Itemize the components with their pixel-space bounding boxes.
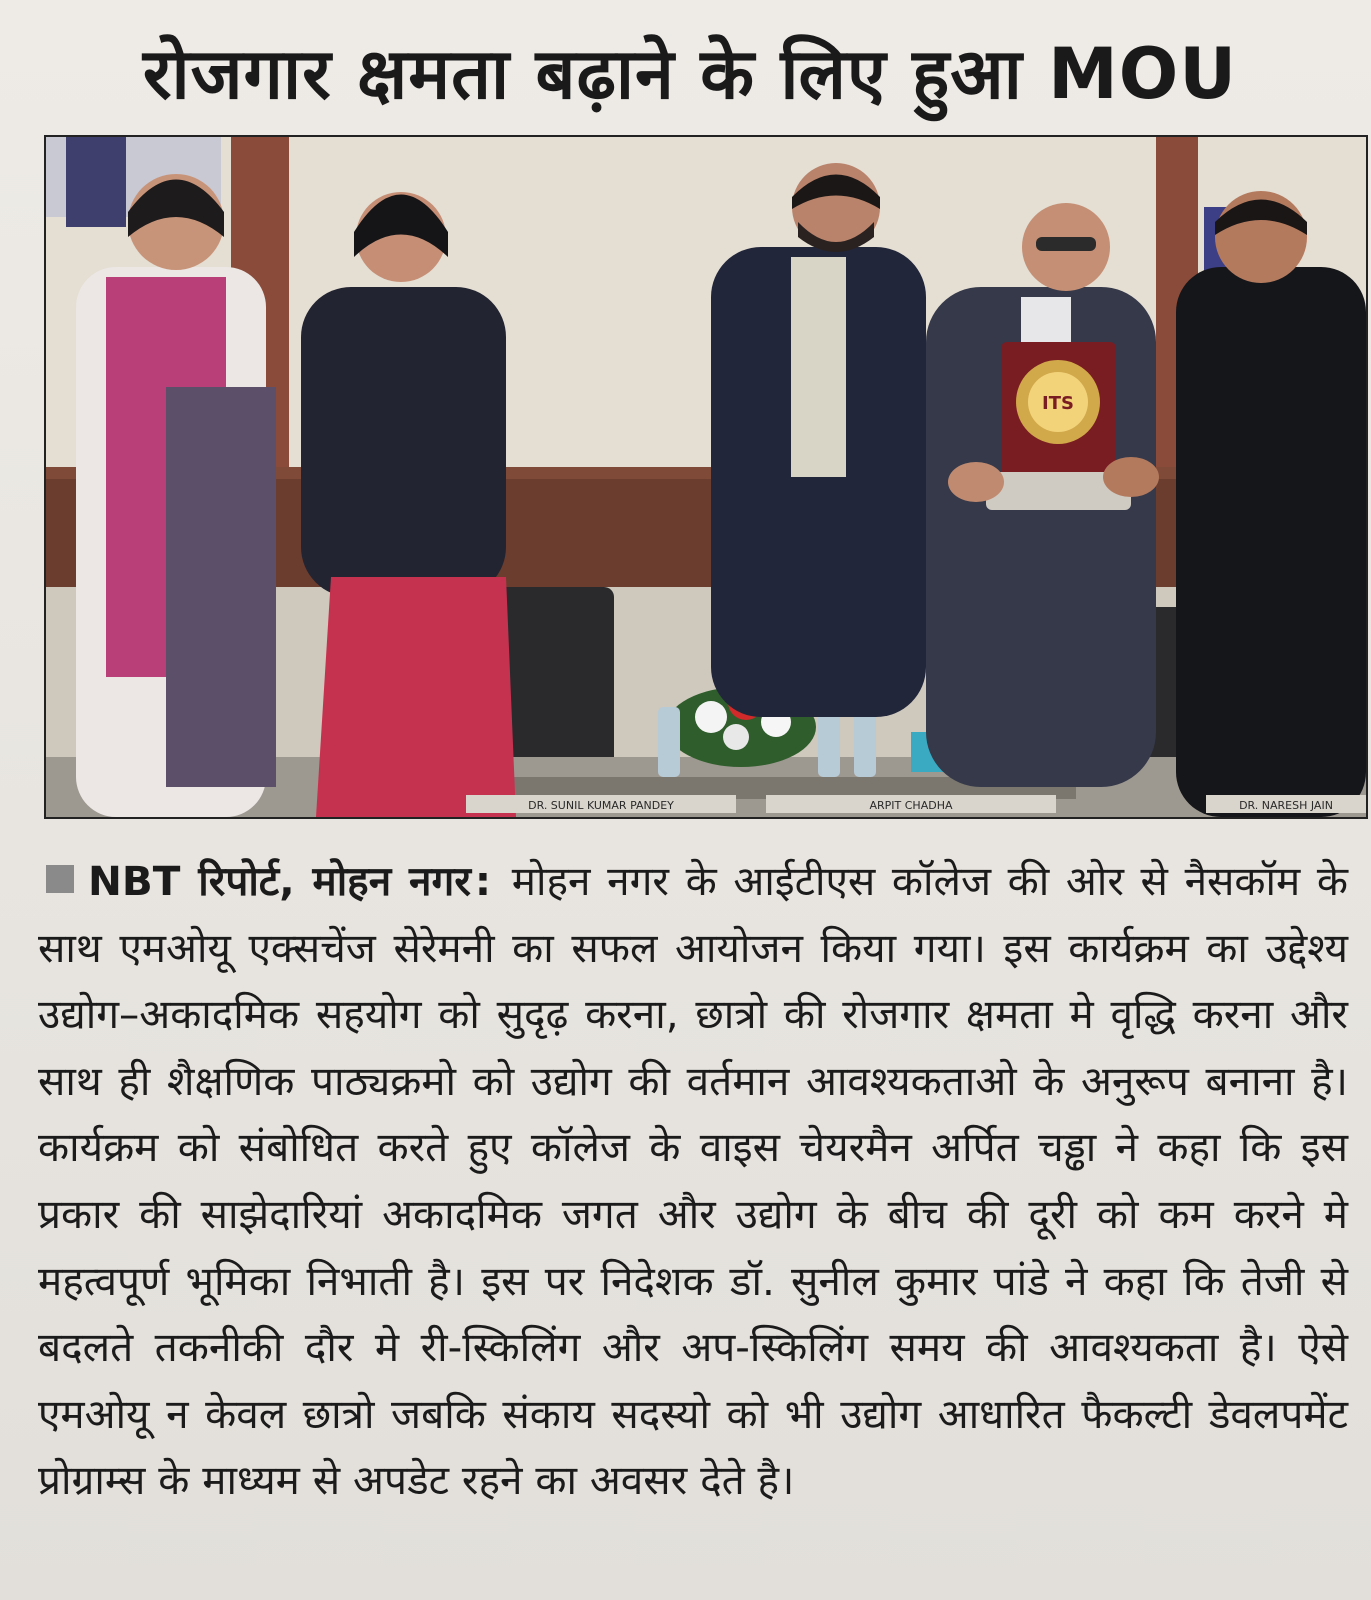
square-bullet-icon	[46, 865, 74, 893]
news-photo	[44, 135, 1368, 819]
plaque-text: ITS	[1042, 393, 1074, 414]
nameplate-3: DR. NARESH JAIN	[1239, 799, 1333, 812]
article-body	[38, 848, 1348, 1514]
byline: NBT रिपोर्ट, मोहन नगर	[88, 857, 471, 905]
article-text: मोहन नगर के आईटीएस कॉलेज की ओर से नैसकॉम के साथ एमओयू एक्सचेंज सेरेमनी का सफल आयोजन किया गया। इस कार्यक्रम का उद्देश्य उद्योग–अकादमिक सहयोग को सुदृढ़ करना, छात्रो की रोजगार क्षमता मे वृद्धि करना और साथ ही शैक्षणिक पाठ्यक्रमो को उद्योग की वर्तमान आवश्यकताओ के अनुरूप बनाना है। कार्यक्रम को संबोधित करते हुए कॉलेज के वाइस चेयरमैन अर्पित चड्ढा ने कहा कि इस प्रकार की साझेदारियां अकादमिक जगत और उद्योग के बीच की दूरी को कम करने मे महत्वपूर्ण भूमिका निभाती है। इस पर निदेशक डॉ. सुनील कुमार पांडे ने कहा कि तेजी से बदलते तकनीकी दौर मे री-स्किलिंग और अप-स्किलिंग समय की आवश्यकता है। ऐसे एमओयू न केवल छात्रो जबकि संकाय सदस्यो को भी उद्योग आधारित फैकल्टी डेवलपमेंट प्रोग्राम्स के माध्यम से अपडेट रहने का अवसर देते है।	[38, 857, 1348, 1505]
byline-separator: :	[474, 857, 492, 905]
photo-illustration	[46, 137, 1366, 817]
nameplate-2: ARPIT CHADHA	[869, 799, 953, 812]
nameplate-1: DR. SUNIL KUMAR PANDEY	[528, 799, 674, 812]
headline: रोजगार क्षमता बढ़ाने के लिए हुआ MOU	[142, 33, 1238, 115]
